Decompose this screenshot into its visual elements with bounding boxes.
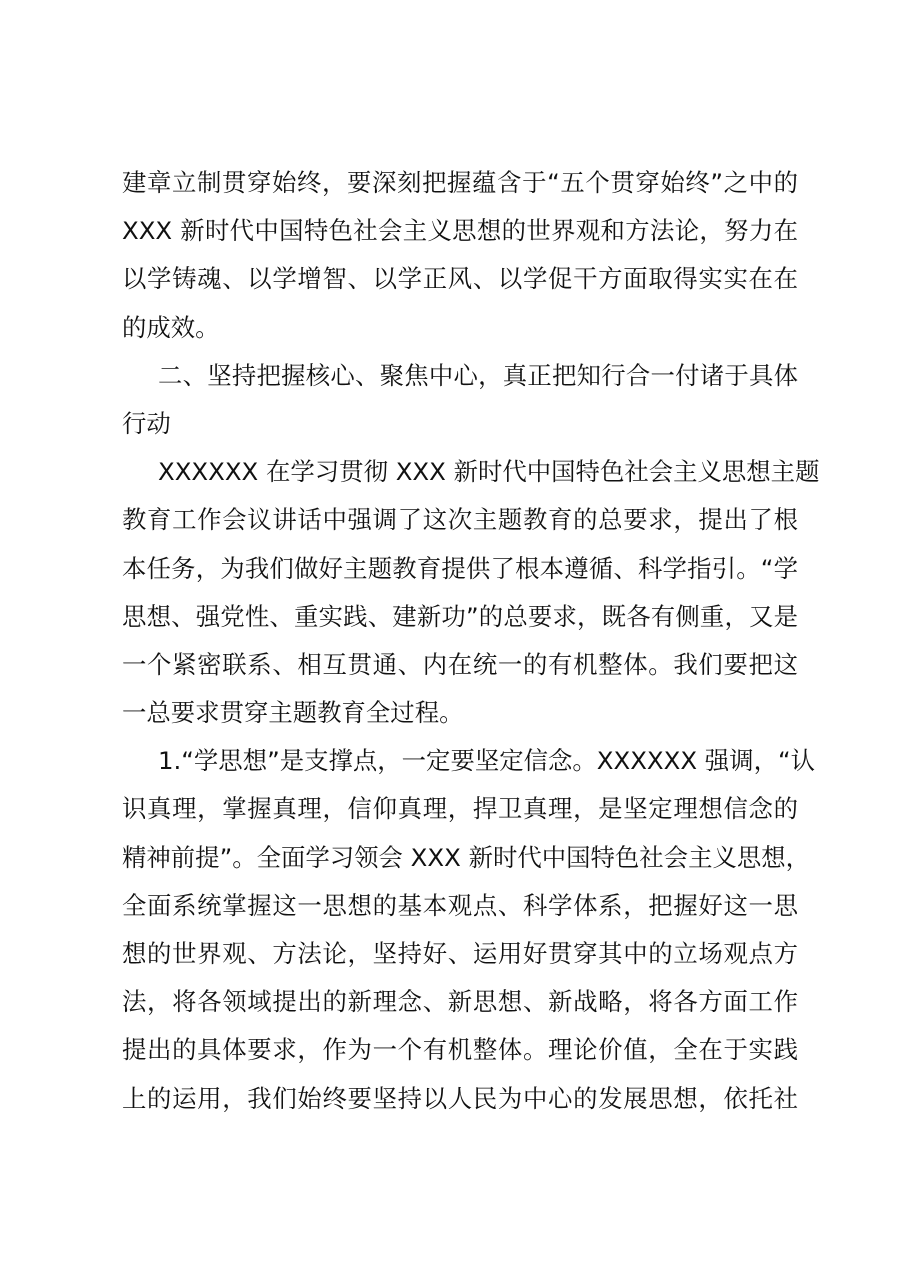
section-heading-line: 二、坚持把握核心、聚焦中心，真正把知行合一付诸于具体 — [158, 360, 798, 390]
paragraph-line: 教育工作会议讲话中强调了这次主题教育的总要求，提出了根 — [122, 505, 798, 535]
section-heading-line: 行动 — [122, 408, 171, 438]
paragraph-line: XXXXXX 在学习贯彻 XXX 新时代中国特色社会主义思想主题 — [158, 457, 820, 487]
paragraph-line: XXX 新时代中国特色社会主义思想的世界观和方法论，努力在 — [122, 216, 798, 246]
paragraph-line: 全面系统掌握这一思想的基本观点、科学体系，把握好这一思 — [122, 890, 798, 920]
paragraph-line: 精神前提”。全面学习领会 XXX 新时代中国特色社会主义思想， — [122, 842, 811, 872]
document-body — [122, 159, 820, 1123]
paragraph-line: 本任务，为我们做好主题教育提供了根本遵循、科学指引。“学 — [122, 553, 798, 583]
paragraph-line: 识真理，掌握真理，信仰真理，捍卫真理，是坚定理想信念的 — [122, 794, 798, 824]
paragraph-line: 1.“学思想”是支撑点，一定要坚定信念。XXXXXX 强调，“认 — [158, 746, 816, 776]
paragraph-line: 思想、强党性、重实践、建新功”的总要求，既各有侧重，又是 — [122, 601, 798, 631]
paragraph-line: 一个紧密联系、相互贯通、内在统一的有机整体。我们要把这 — [122, 649, 798, 679]
paragraph-line: 以学铸魂、以学增智、以学正风、以学促干方面取得实实在在 — [122, 264, 798, 294]
paragraph-line: 法，将各领域提出的新理念、新思想、新战略，将各方面工作 — [122, 987, 798, 1017]
paragraph-line: 一总要求贯穿主题教育全过程。 — [122, 698, 464, 728]
paragraph-line: 想的世界观、方法论，坚持好、运用好贯穿其中的立场观点方 — [122, 939, 798, 968]
paragraph-line: 的成效。 — [122, 312, 220, 342]
paragraph-line: 提出的具体要求，作为一个有机整体。理论价值，全在于实践 — [122, 1035, 798, 1065]
paragraph-line: 建章立制贯穿始终，要深刻把握蕴含于“五个贯穿始终”之中的 — [122, 168, 798, 197]
paragraph-line: 上的运用，我们始终要坚持以人民为中心的发展思想，依托社 — [122, 1083, 798, 1113]
